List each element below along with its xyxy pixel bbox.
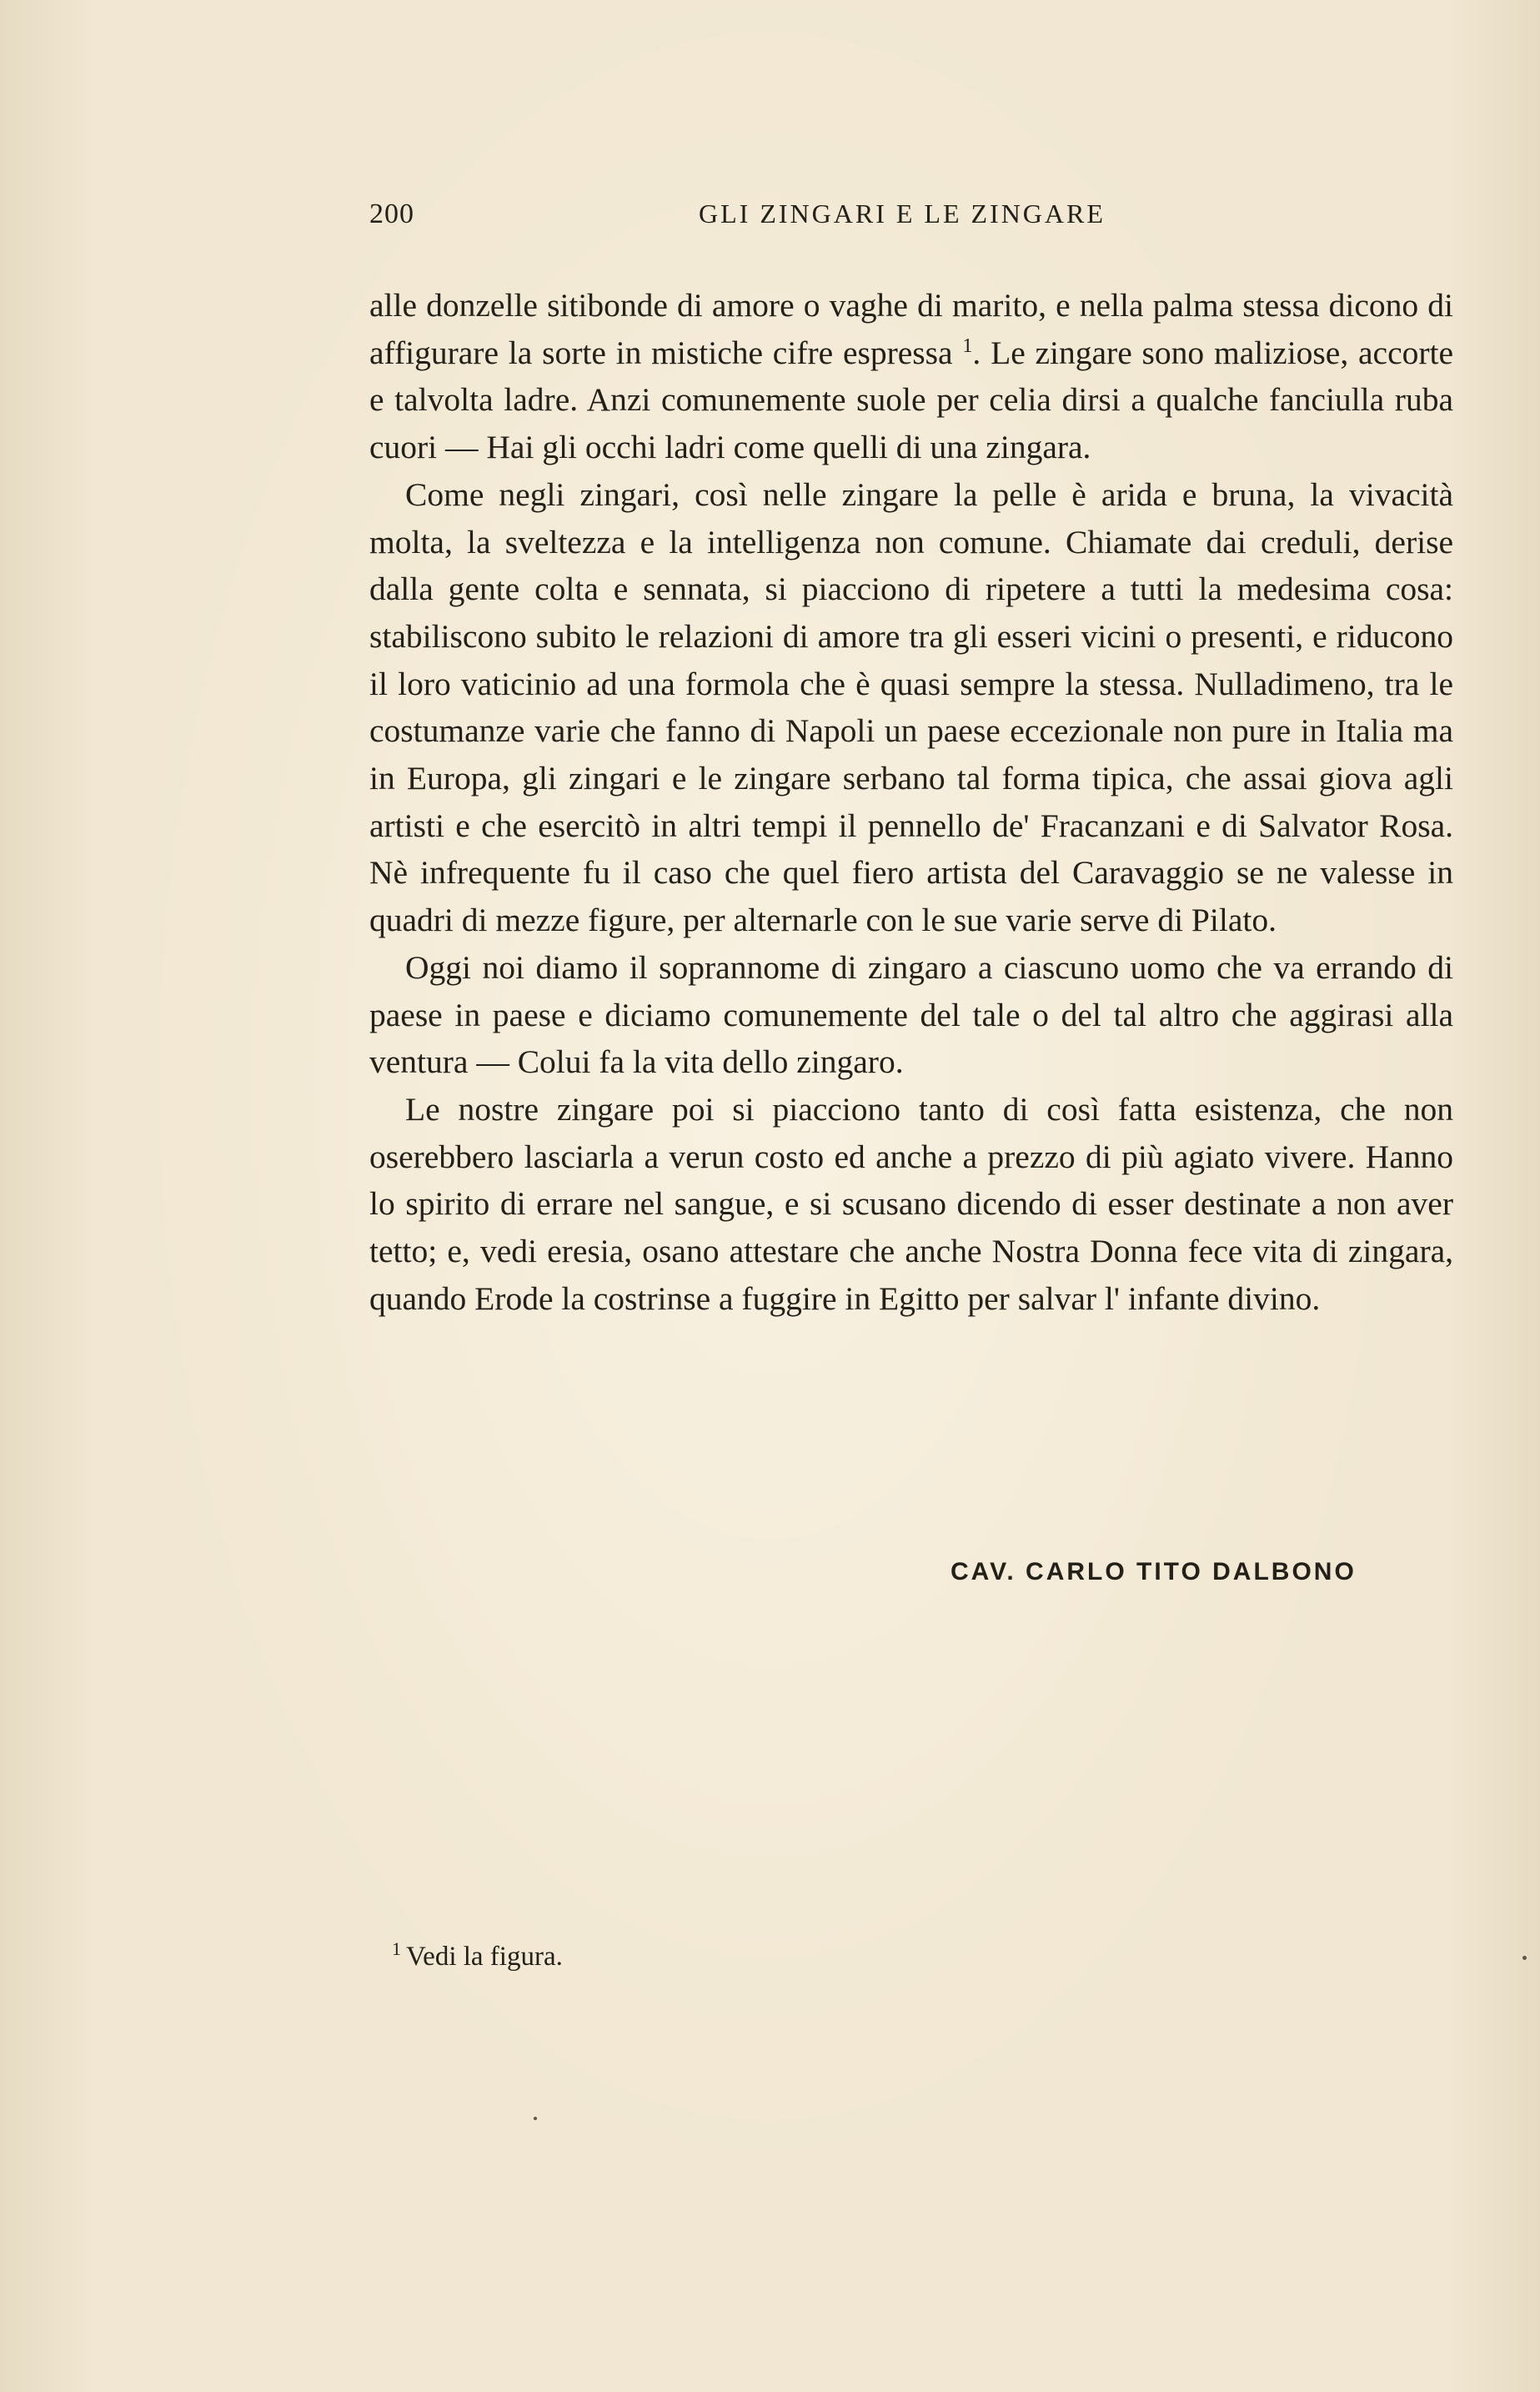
body-text [369,282,1453,1322]
paragraph-1 [369,282,1453,471]
footnote-mark: 1 [392,1938,401,1959]
page-number: 200 [369,198,414,229]
paragraph-1-text: alle donzelle sitibonde di amore o vaghe di marito, e nella palma stessa dicono di affigurare la sorte in mistiche cifre espressa [369,287,1453,371]
footnote [392,1938,563,1972]
footnote-reference: 1 [962,334,973,357]
page-header [369,198,1453,240]
running-head: GLI ZINGARI E LE ZINGARE [699,198,1106,229]
ink-speck [534,2117,537,2120]
ink-speck [1522,1956,1527,1960]
paragraph-4: Le nostre zingare poi si piacciono tanto di così fatta esistenza, che non oserebbero lasciarla a verun costo ed anche a prezzo di più agiato vivere. Hanno lo spirito di errare nel sangue, e si scusano dicendo di esser destinate a non aver tetto; e, vedi eresia, osano attestare che anche Nostra Donna fece vita di zingara, quando Erode la costrinse a fuggire in Egitto per salvar l' infante divino. [369,1090,1453,1317]
footnote-text: Vedi la figura. [406,1942,563,1972]
paragraph-1-text-cont: . Le zingare sono maliziose, accorte e talvolta ladre. Anzi comunemente suole per celia dirsi a qualche fanciulla ruba cuori — Hai gli occhi ladri come quelli di una zingara. [369,334,1454,466]
author-signature: CAV. CARLO TITO DALBONO [951,1558,1357,1585]
paragraph-2: Come negli zingari, così nelle zingare la pelle è arida e bruna, la vivacità molta, la sveltezza e la intelligenza non comune. Chiamate dai creduli, derise dalla gente colta e sennata, si piacciono di ripetere a tutti la medesima cosa: stabiliscono subito le relazioni di amore tra gli esseri vicini o presenti, e riducono il loro vaticinio ad una formola che è quasi sempre la stessa. Nulladimeno, tra le costumanze varie che fanno di Napoli un paese eccezionale non pure in Italia ma in Europa, gli zingari e le zingare serbano tal forma tipica, che assai giova agli artisti e che esercitò in altri tempi il pennello de' Fracanzani e di Salvator Rosa. Nè infrequente fu il caso che quel fiero artista del Caravaggio se ne valesse in quadri di mezze figure, per alternarle con le sue varie serve di Pilato. [369,475,1453,939]
paragraph-3: Oggi noi diamo il soprannome di zingaro a ciascuno uomo che va errando di paese in paese e diciamo comunemente del tale o del tal altro che aggirasi alla ventura — Colui fa la vita dello zingaro. [369,948,1453,1081]
